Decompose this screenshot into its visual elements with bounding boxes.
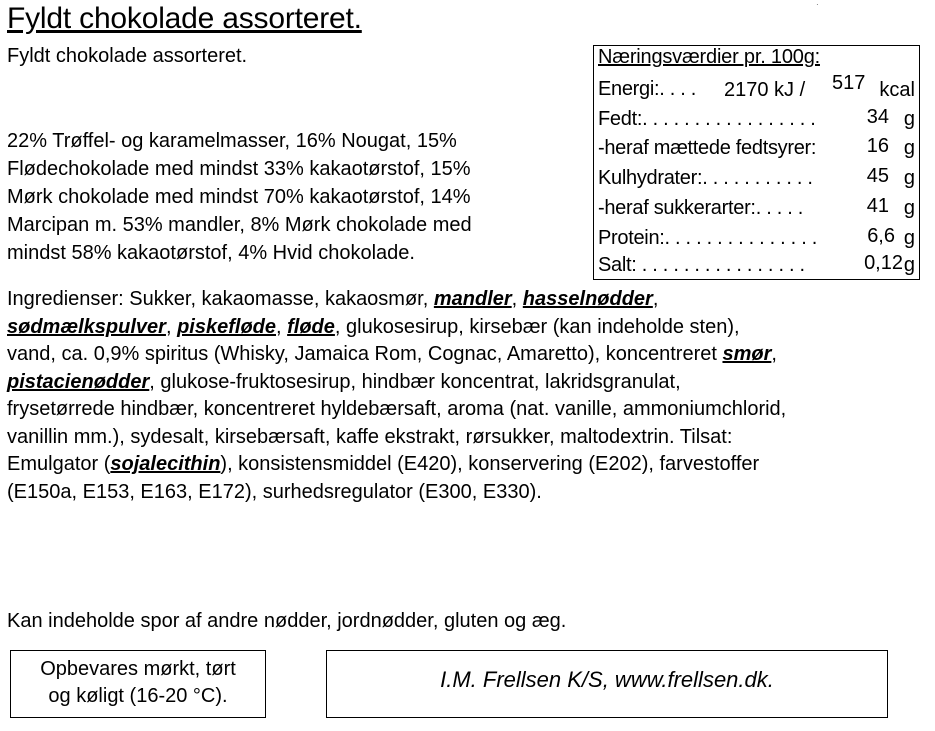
nutrition-header: Næringsværdier pr. 100g: bbox=[598, 46, 820, 68]
stray-mark: · bbox=[816, 0, 819, 9]
nutrient-value: 0,12 bbox=[864, 252, 903, 274]
ingredients-line: vanillin mm.), sydesalt, kirsebærsaft, kaffe ekstrakt, rørsukker, maltodextrin. Tilsat: bbox=[7, 425, 733, 448]
allergen-pistacienodder: pistacienødder bbox=[7, 370, 150, 393]
composition-text bbox=[7, 127, 567, 267]
storage-line: og køligt (16-20 °C). bbox=[48, 685, 228, 707]
ingredients-line bbox=[7, 369, 927, 397]
energy-kcal-value: 517 bbox=[832, 72, 866, 94]
nutrient-unit: g bbox=[903, 137, 915, 159]
nutrition-row bbox=[598, 225, 915, 253]
traces-warning: Kan indeholde spor af andre nødder, jordnødder, gluten og æg. bbox=[7, 610, 567, 632]
ingredients-segment: Emulgator ( bbox=[7, 453, 111, 475]
nutrient-value: 41 bbox=[866, 195, 889, 217]
product-subtitle: Fyldt chokolade assorteret. bbox=[7, 45, 248, 67]
nutrient-unit: g bbox=[903, 254, 915, 276]
nutrient-label: Fedt:. . . . . . . . . . . . . . . . . bbox=[598, 108, 816, 130]
nutrient-unit: g bbox=[903, 197, 915, 219]
ingredients-segment: Ingredienser: Sukker, kakaomasse, kakaosmør, bbox=[7, 288, 434, 310]
ingredients-segment: , bbox=[276, 315, 288, 338]
ingredients-line: (E150a, E153, E163, E172), surhedsregulator (E300, E330). bbox=[7, 480, 542, 503]
allergen-mandler: mandler bbox=[433, 288, 512, 310]
ingredients-line: frysetørrede hindbær, koncentreret hyldebærsaft, aroma (nat. vanille, ammoniumchlorid, bbox=[7, 398, 787, 420]
allergen-sodmaelkspulver: sødmælkspulver bbox=[7, 315, 166, 338]
nutrient-label: Kulhydrater:. . . . . . . . . . . bbox=[598, 167, 813, 189]
nutrient-value: 6,6 bbox=[867, 225, 895, 247]
composition-line: Marcipan m. 53% mandler, 8% Mørk chokolade med bbox=[7, 214, 472, 236]
ingredients-segment: , glukosesirup, kirsebær (kan indeholde sten), bbox=[334, 315, 740, 338]
nutrient-value: 16 bbox=[866, 135, 889, 157]
energy-kcal-unit: kcal bbox=[879, 79, 915, 101]
nutrition-row bbox=[598, 106, 915, 134]
nutrient-value: 45 bbox=[866, 165, 889, 187]
page-title: Fyldt chokolade assorteret. bbox=[7, 2, 362, 35]
ingredients-line bbox=[7, 341, 927, 369]
nutrient-unit: g bbox=[903, 167, 915, 189]
ingredients-line bbox=[7, 286, 927, 314]
ingredients-segment: , bbox=[511, 288, 523, 310]
composition-line: Flødechokolade med mindst 33% kakaotørstof, 15% bbox=[7, 158, 471, 180]
nutrient-label: -heraf mættede fedtsyrer: bbox=[598, 137, 817, 159]
ingredients-segment: , glukose-fruktosesirup, hindbær koncentrat, lakridsgranulat, bbox=[149, 370, 681, 393]
nutrient-unit: g bbox=[903, 108, 915, 130]
allergen-sojalecithin: sojalecithin bbox=[110, 453, 221, 475]
allergen-smor: smør bbox=[722, 343, 772, 365]
nutrition-row bbox=[598, 195, 915, 223]
allergen-hasselnodder: hasselnødder bbox=[522, 288, 653, 310]
producer-box: I.M. Frellsen K/S, www.frellsen.dk. bbox=[326, 650, 888, 718]
nutrient-label: Protein:. . . . . . . . . . . . . . . bbox=[598, 227, 817, 249]
ingredients-segment: vand, ca. 0,9% spiritus (Whisky, Jamaica Rom, Cognac, Amaretto), koncentreret bbox=[7, 343, 723, 365]
nutrient-label: -heraf sukkerarter:. . . . . bbox=[598, 197, 803, 219]
composition-line: mindst 58% kakaotørstof, 4% Hvid chokolade. bbox=[7, 242, 415, 264]
ingredients-line bbox=[7, 314, 927, 342]
allergen-piskeflode: piskefløde bbox=[177, 315, 276, 338]
energy-label: Energi:. . . . bbox=[598, 78, 697, 100]
nutrient-value: 34 bbox=[866, 106, 889, 128]
composition-line: 22% Trøffel- og karamelmasser, 16% Nougat, 15% bbox=[7, 130, 457, 152]
nutrition-row-energy bbox=[598, 72, 915, 104]
energy-kj-value: 2170 kJ / bbox=[724, 79, 806, 101]
ingredients-segment: , bbox=[771, 343, 777, 365]
storage-line: Opbevares mørkt, tørt bbox=[40, 658, 236, 680]
nutrition-row bbox=[598, 165, 915, 193]
nutrient-label: Salt: . . . . . . . . . . . . . . . . bbox=[598, 254, 805, 276]
composition-line: Mørk chokolade med mindst 70% kakaotørstof, 14% bbox=[7, 186, 471, 208]
ingredients-text bbox=[7, 286, 927, 506]
storage-box bbox=[10, 650, 266, 718]
allergen-flode: fløde bbox=[287, 315, 335, 338]
ingredients-line bbox=[7, 451, 927, 479]
nutrient-unit: g bbox=[903, 227, 915, 249]
ingredients-segment: ), konsistensmiddel (E420), konservering (E202), farvestoffer bbox=[220, 453, 760, 475]
nutrition-table bbox=[593, 45, 920, 280]
nutrition-row bbox=[598, 252, 915, 280]
ingredients-segment: , bbox=[165, 315, 178, 338]
nutrition-row bbox=[598, 135, 915, 163]
ingredients-segment: , bbox=[652, 288, 659, 310]
